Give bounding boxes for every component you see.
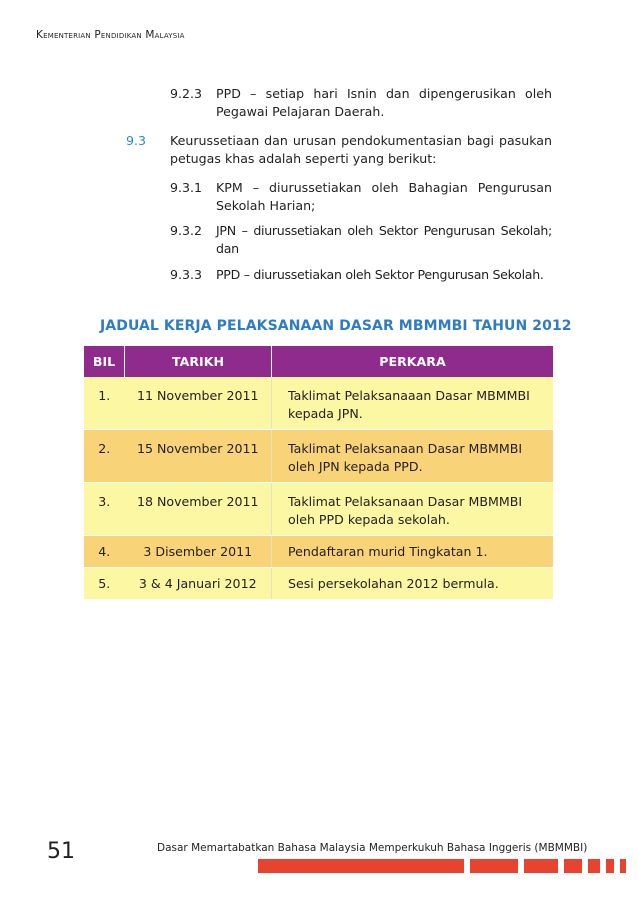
- table-row: [84, 483, 553, 536]
- section-number: 9.2.3: [170, 86, 203, 101]
- header-tarikh: TARIKH: [125, 346, 272, 377]
- section-number: 9.3.2: [170, 223, 203, 238]
- section-text: Keurussetiaan dan urusan pendokumentasian bagi pasukan petugas khas adalah seperti yang berikut:: [170, 133, 552, 166]
- header-ministry: Kementerian Pendidikan Malaysia: [36, 29, 185, 41]
- cell-bil: 4.: [84, 536, 125, 568]
- cell-tarikh: 15 November 2011: [125, 430, 272, 483]
- table-row: [84, 377, 553, 430]
- cell-perkara: Taklimat Pelaksanaan Dasar MBMMBI oleh PPD kepada sekolah.: [272, 483, 554, 536]
- cell-perkara: Sesi persekolahan 2012 bermula.: [272, 568, 554, 600]
- cell-tarikh: 11 November 2011: [125, 377, 272, 430]
- cell-tarikh: 18 November 2011: [125, 483, 272, 536]
- section-text: PPD – diurussetiakan oleh Sektor Pengurusan Sekolah.: [216, 267, 544, 282]
- section-number: 9.3: [126, 133, 147, 148]
- section-text: PPD – setiap hari Isnin dan dipengerusikan oleh Pegawai Pelajaran Daerah.: [216, 86, 552, 119]
- footer-bar: [258, 859, 464, 873]
- schedule-table: [84, 346, 553, 600]
- footer-title: Dasar Memartabatkan Bahasa Malaysia Memperkukuh Bahasa Inggeris (MBMMBI): [157, 842, 588, 854]
- footer-bar: [588, 859, 600, 873]
- section-number: 9.3.3: [170, 267, 203, 282]
- footer-bar: [620, 859, 626, 873]
- cell-perkara: Taklimat Pelaksanaan Dasar MBMMBI oleh JPN kepada PPD.: [272, 430, 554, 483]
- section-number: 9.3.1: [170, 180, 203, 195]
- footer-bar: [606, 859, 614, 873]
- cell-bil: 2.: [84, 430, 125, 483]
- table-title: JADUAL KERJA PELAKSANAAN DASAR MBMMBI TAHUN 2012: [100, 318, 572, 334]
- header-perkara: PERKARA: [272, 346, 554, 377]
- table-header-row: [84, 346, 553, 377]
- footer-bar: [564, 859, 582, 873]
- header-bil: BIL: [84, 346, 125, 377]
- table-row: [84, 568, 553, 600]
- cell-tarikh: 3 & 4 Januari 2012: [125, 568, 272, 600]
- cell-bil: 5.: [84, 568, 125, 600]
- page-number: 51: [47, 839, 75, 864]
- footer-bar: [470, 859, 518, 873]
- table-row: [84, 536, 553, 568]
- section-text: KPM – diurussetiakan oleh Bahagian Pengurusan Sekolah Harian;: [216, 180, 552, 213]
- cell-bil: 3.: [84, 483, 125, 536]
- table-row: [84, 430, 553, 483]
- cell-tarikh: 3 Disember 2011: [125, 536, 272, 568]
- cell-perkara: Taklimat Pelaksanaaan Dasar MBMMBI kepada JPN.: [272, 377, 554, 430]
- section-text: JPN – diurussetiakan oleh Sektor Pengurusan Sekolah; dan: [216, 223, 552, 256]
- footer-bar: [524, 859, 558, 873]
- cell-perkara: Pendaftaran murid Tingkatan 1.: [272, 536, 554, 568]
- cell-bil: 1.: [84, 377, 125, 430]
